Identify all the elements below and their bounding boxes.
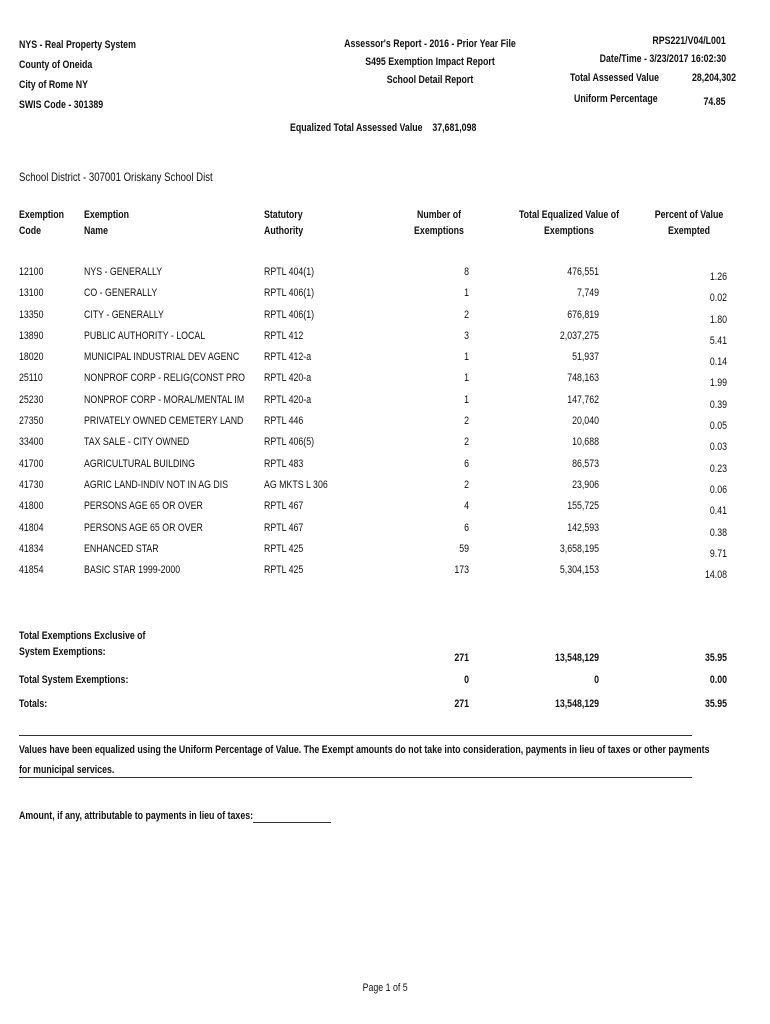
table-row bbox=[19, 351, 727, 372]
statutory-authority: RPTL 412-a bbox=[264, 351, 312, 364]
statutory-authority: RPTL 412 bbox=[264, 329, 304, 342]
percent-exempted: 5.41 bbox=[709, 334, 727, 347]
statutory-authority: RPTL 420-a bbox=[264, 393, 312, 406]
percent-exempted: 0.05 bbox=[709, 420, 727, 433]
percent-exempted: 0.03 bbox=[709, 441, 727, 454]
pilot-amount-blank bbox=[253, 822, 331, 823]
exemption-code: 27350 bbox=[19, 415, 44, 428]
exemption-name: PERSONS AGE 65 OR OVER bbox=[84, 500, 203, 513]
percent-exempted: 1.80 bbox=[709, 313, 727, 326]
totals-exclusive-percent: 35.95 bbox=[704, 652, 727, 664]
exemption-name: NONPROF CORP - MORAL/MENTAL IM bbox=[84, 393, 245, 406]
equalization-note: Values have been equalized using the Uniform Percentage of Value. The Exempt amounts do not take into consideration, payments in lieu of taxes or other payments for municipal services. bbox=[19, 744, 710, 776]
exemption-code: 41730 bbox=[19, 478, 44, 491]
uniform-pct-label: Uniform Percentage bbox=[574, 93, 658, 105]
statutory-authority: RPTL 425 bbox=[264, 564, 304, 577]
statutory-authority: RPTL 420-a bbox=[264, 372, 312, 385]
exemption-code: 13100 bbox=[19, 287, 44, 300]
exemption-name: PUBLIC AUTHORITY - LOCAL bbox=[84, 329, 206, 342]
exemption-name: NONPROF CORP - RELIG(CONST PRO bbox=[84, 372, 246, 385]
table-header bbox=[19, 207, 727, 247]
uniform-pct-value: 74.85 bbox=[703, 96, 726, 108]
statutory-authority: RPTL 404(1) bbox=[264, 266, 315, 278]
statutory-authority: RPTL 467 bbox=[264, 521, 304, 534]
percent-exempted: 0.06 bbox=[709, 483, 727, 496]
exemption-count: 2 bbox=[464, 478, 469, 491]
table-row bbox=[19, 458, 727, 479]
exemption-count: 1 bbox=[464, 351, 469, 364]
total-assessed-amount: 28,204,302 bbox=[692, 72, 737, 84]
col-header-percent: Percent of Value Exempted bbox=[654, 209, 724, 237]
exemption-name: CO - GENERALLY bbox=[84, 287, 158, 300]
table-row bbox=[19, 522, 727, 543]
table-row bbox=[19, 266, 727, 287]
totals-exclusive-row bbox=[19, 628, 727, 674]
report-title: Assessor's Report - 2016 - Prior Year File bbox=[344, 38, 516, 50]
statutory-authority: RPTL 406(1) bbox=[264, 287, 315, 300]
totals-system-label: Total System Exemptions: bbox=[19, 674, 129, 686]
exemption-code: 13890 bbox=[19, 329, 44, 342]
equalized-value: 676,819 bbox=[567, 308, 599, 321]
exemption-count: 59 bbox=[459, 542, 469, 555]
table-row bbox=[19, 287, 727, 308]
equalized-value: 5,304,153 bbox=[559, 564, 599, 577]
report-header-left bbox=[19, 35, 195, 115]
exemption-name: PRIVATELY OWNED CEMETERY LAND bbox=[84, 415, 244, 428]
exemption-name: CITY - GENERALLY bbox=[84, 308, 164, 321]
equalized-value: 7,749 bbox=[576, 287, 599, 300]
totals-section bbox=[19, 628, 727, 718]
percent-exempted: 0.02 bbox=[709, 292, 727, 305]
table-row bbox=[19, 415, 727, 436]
page-number: Page 1 of 5 bbox=[362, 982, 408, 994]
equalized-label: Equalized Total Assessed Value bbox=[290, 122, 423, 134]
school-district: School District - 307001 Oriskany School Dist bbox=[19, 170, 213, 184]
report-title-block bbox=[298, 35, 562, 89]
table-row bbox=[19, 394, 727, 415]
exemption-code: 41804 bbox=[19, 521, 44, 534]
statutory-authority: RPTL 483 bbox=[264, 457, 304, 470]
totals-system-percent: 0.00 bbox=[709, 674, 727, 686]
percent-exempted: 14.08 bbox=[704, 569, 727, 582]
table-row bbox=[19, 309, 727, 330]
exemption-code: 13350 bbox=[19, 308, 44, 321]
exemption-count: 8 bbox=[464, 266, 469, 278]
exemption-count: 4 bbox=[464, 500, 469, 513]
exemption-code: 41854 bbox=[19, 564, 44, 577]
equalized-value: 86,573 bbox=[572, 457, 599, 470]
system-name: NYS - Real Property System bbox=[19, 39, 136, 51]
exemption-count: 6 bbox=[464, 521, 469, 534]
equalized-value: 51,937 bbox=[572, 351, 599, 364]
statutory-authority: AG MKTS L 306 bbox=[264, 478, 328, 491]
col-header-total: Total Equalized Value of Exemptions bbox=[518, 209, 620, 237]
exemption-count: 6 bbox=[464, 457, 469, 470]
pilot-amount-label: Amount, if any, attributable to payments in lieu of taxes: bbox=[19, 810, 254, 822]
equalized-value: 23,906 bbox=[572, 478, 599, 491]
exemption-table-body bbox=[19, 266, 727, 585]
exemption-count: 2 bbox=[464, 436, 469, 449]
col-header-code: Exemption Code bbox=[19, 209, 64, 237]
totals-exclusive-total: 13,548,129 bbox=[554, 652, 599, 664]
uniform-percentage bbox=[574, 93, 726, 108]
table-row bbox=[19, 479, 727, 500]
exemption-count: 2 bbox=[464, 415, 469, 428]
percent-exempted: 0.41 bbox=[709, 505, 727, 518]
totals-all-row bbox=[19, 698, 727, 718]
report-subtitle: S495 Exemption Impact Report bbox=[365, 56, 495, 68]
county-name: County of Oneida bbox=[19, 59, 93, 71]
equalized-value: 142,593 bbox=[567, 521, 599, 534]
exemption-name: NYS - GENERALLY bbox=[84, 266, 163, 278]
totals-system-row bbox=[19, 674, 727, 698]
percent-exempted: 0.39 bbox=[709, 398, 727, 411]
exemption-count: 1 bbox=[464, 393, 469, 406]
report-id: RPS221/V04/L001 bbox=[652, 35, 726, 47]
statutory-authority: RPTL 467 bbox=[264, 500, 304, 513]
totals-system-number: 0 bbox=[464, 674, 469, 686]
exemption-code: 12100 bbox=[19, 266, 44, 278]
equalized-value: 2,037,275 bbox=[559, 329, 599, 342]
percent-exempted: 0.38 bbox=[709, 526, 727, 539]
totals-exclusive-label: Total Exemptions Exclusive of System Exemptions: bbox=[19, 630, 146, 658]
totals-all-total: 13,548,129 bbox=[554, 698, 599, 710]
divider-top bbox=[19, 735, 692, 736]
exemption-count: 1 bbox=[464, 287, 469, 300]
statutory-authority: RPTL 425 bbox=[264, 542, 304, 555]
totals-system-total: 0 bbox=[594, 674, 599, 686]
swis-code: SWIS Code - 301389 bbox=[19, 99, 104, 111]
exemption-code: 41834 bbox=[19, 542, 44, 555]
exemption-name: BASIC STAR 1999-2000 bbox=[84, 564, 181, 577]
exemption-code: 41700 bbox=[19, 457, 44, 470]
city-name: City of Rome NY bbox=[19, 79, 88, 91]
exemption-name: AGRICULTURAL BUILDING bbox=[84, 457, 195, 470]
exemption-code: 41800 bbox=[19, 500, 44, 513]
exemption-name: MUNICIPAL INDUSTRIAL DEV AGENC bbox=[84, 351, 240, 364]
divider-bottom bbox=[19, 777, 692, 778]
totals-exclusive-number: 271 bbox=[454, 652, 469, 664]
equalized-value: 10,688 bbox=[572, 436, 599, 449]
exemption-code: 25110 bbox=[19, 372, 43, 385]
exemption-name: TAX SALE - CITY OWNED bbox=[84, 436, 190, 449]
total-assessed-label: Total Assessed Value bbox=[570, 72, 660, 84]
table-row bbox=[19, 436, 727, 457]
col-header-number: Number of Exemptions bbox=[414, 209, 464, 237]
equalized-value: 147,762 bbox=[567, 393, 599, 406]
exemption-code: 18020 bbox=[19, 351, 44, 364]
exemption-code: 33400 bbox=[19, 436, 44, 449]
equalized-value: 748,163 bbox=[567, 372, 599, 385]
exemption-count: 2 bbox=[464, 308, 469, 321]
statutory-authority: RPTL 406(1) bbox=[264, 308, 315, 321]
exemption-count: 173 bbox=[454, 564, 469, 577]
equalized-value: 37,681,098 bbox=[432, 122, 477, 134]
equalized-value: 20,040 bbox=[572, 415, 599, 428]
percent-exempted: 1.26 bbox=[709, 271, 727, 283]
exemption-count: 1 bbox=[464, 372, 469, 385]
equalized-total bbox=[290, 122, 476, 134]
exemption-name: AGRIC LAND-INDIV NOT IN AG DIS bbox=[84, 478, 229, 491]
percent-exempted: 0.23 bbox=[709, 462, 727, 475]
table-row bbox=[19, 543, 727, 564]
equalized-value: 3,658,195 bbox=[559, 542, 599, 555]
exemption-code: 25230 bbox=[19, 393, 44, 406]
table-row bbox=[19, 564, 727, 585]
statutory-authority: RPTL 406(5) bbox=[264, 436, 315, 449]
exemption-count: 3 bbox=[464, 329, 469, 342]
table-row bbox=[19, 330, 727, 351]
exemption-name: ENHANCED STAR bbox=[84, 542, 159, 555]
totals-all-label: Totals: bbox=[19, 698, 48, 710]
totals-all-number: 271 bbox=[454, 698, 469, 710]
percent-exempted: 0.14 bbox=[709, 356, 727, 369]
table-row bbox=[19, 372, 727, 393]
report-type: School Detail Report bbox=[386, 74, 474, 86]
table-row bbox=[19, 500, 727, 521]
statutory-authority: RPTL 446 bbox=[264, 415, 304, 428]
totals-all-percent: 35.95 bbox=[704, 698, 727, 710]
equalized-value: 155,725 bbox=[567, 500, 599, 513]
total-assessed-value bbox=[570, 72, 737, 84]
report-datetime: Date/Time - 3/23/2017 16:02:30 bbox=[599, 53, 726, 65]
percent-exempted: 9.71 bbox=[709, 547, 727, 560]
exemption-name: PERSONS AGE 65 OR OVER bbox=[84, 521, 203, 534]
col-header-authority: Statutory Authority bbox=[264, 209, 304, 237]
percent-exempted: 1.99 bbox=[709, 377, 727, 390]
col-header-name: Exemption Name bbox=[84, 209, 129, 237]
equalized-value: 476,551 bbox=[567, 266, 599, 278]
